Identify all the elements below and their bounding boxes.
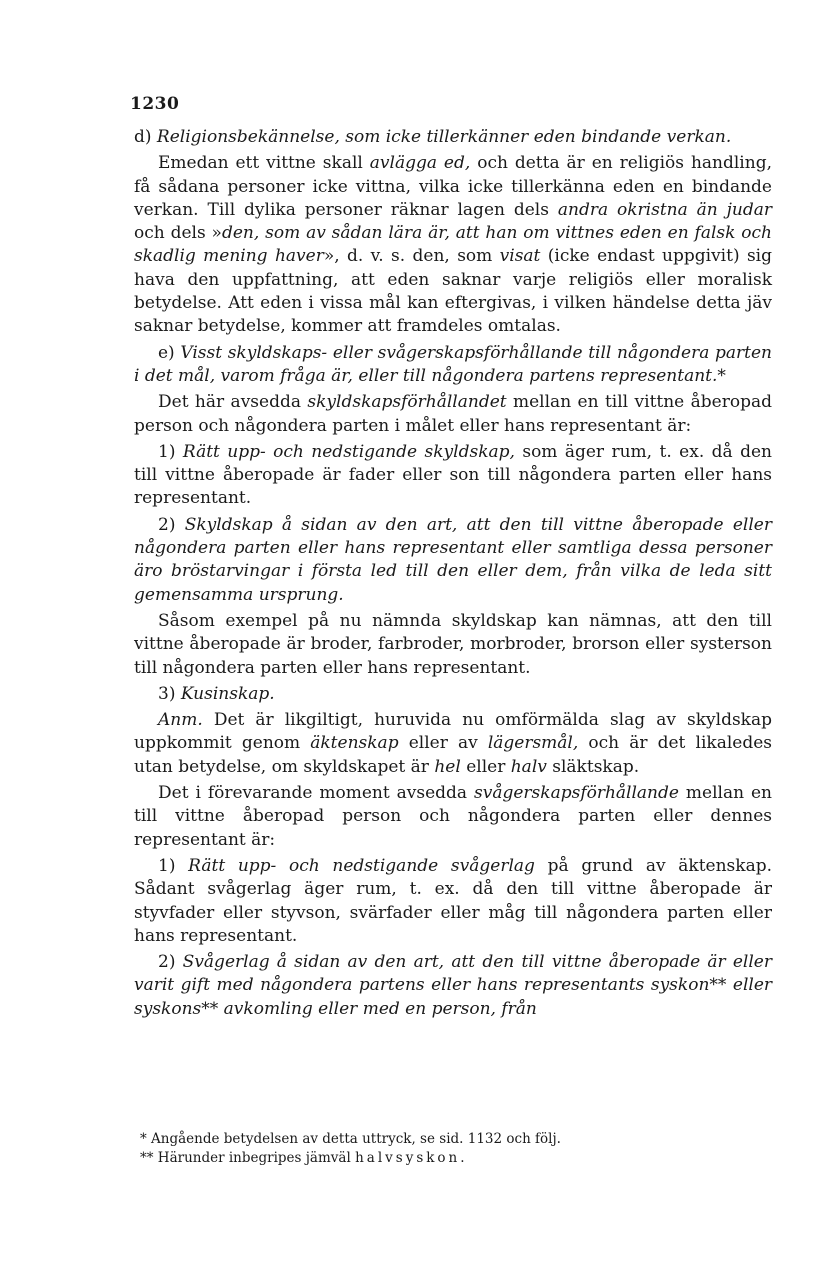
footnote [140,1130,700,1149]
text-run: (icke endast uppgivit) sig hava den uppfattning, att eden saknar varje religiös eller moralisk betydelse. Att eden i vissa mål kan eftergivas, i vilken händelse detta jäv saknar betydelse, kommer att framdeles omtalas. [134,246,772,337]
list-item [134,683,772,706]
list-item [134,514,772,607]
italic-run: Religionsbekännelse, som icke tillerkänner eden bindande verkan. [156,127,732,147]
footnote-spaced-text: halvsyskon. [355,1150,468,1166]
paragraph [134,391,772,438]
text-run: 2) [158,952,183,973]
text-run: och är det likaledes utan betydelse, om skyldskapet är [134,733,772,777]
text-run: e) [158,342,181,363]
text-run: och dels » [134,223,222,244]
footnote [140,1149,700,1168]
italic-run: eller syskons [134,975,773,1019]
text-run: 2) [158,514,185,535]
italic-run: avlägga ed, [369,153,471,174]
italic-run: Anm. [158,710,203,731]
list-item [134,951,772,1021]
text-run: 1) [158,855,189,876]
text-run: och detta är en religiös handling, få sådana personer icke vittna, vilka icke tillerkänna eden en bindande verkan. Till dylika personer räknar lagen dels [134,153,772,220]
footnotes [140,1130,700,1168]
italic-run: andra okristna än judar [557,199,772,220]
note-paragraph [134,709,772,779]
text-run: som äger rum, t. ex. då den till vittne åberopade är fader eller son till någondera parten eller hans representant. [134,441,772,509]
text-run: 3) [158,683,181,704]
text-run: på grund av äktenskap. Sådant svågerlag äger rum, t. ex. då den till vittne åberopade är styvfader eller styvson, svärfader eller måg till någondera parten eller hans representant. [134,855,772,946]
text-run: Emedan ett vittne skall [158,153,370,174]
italic-run: avkomling eller med en person, från [218,998,537,1019]
text-run: släktskap. [546,756,640,777]
text-run: ** [709,975,727,996]
text-run: mellan en till vittne åberopad person och någondera parten eller dennes representant är: [134,783,772,850]
footnote-text: Härunder inbegripes jämväl [157,1150,356,1166]
text-run: ** [201,998,219,1019]
italic-run: Kusinskap. [180,683,275,704]
page-number: 1230 [130,94,180,114]
text-run: Det i förevarande moment avsedda [158,783,475,804]
italic-run: den, som av sådan lära är, att han om vittnes eden en falsk och skadlig mening haver [134,223,772,267]
body-text [134,126,772,1024]
section-heading-d [134,126,772,149]
text-run: d) [134,127,157,147]
italic-run: lägersmål, [487,733,579,754]
paragraph [134,782,772,852]
italic-run: Skyldskap å sidan av den art, att den till vittne åberopade eller någondera parten eller hans representant eller samtliga dessa personer äro bröstarvingar i första led till den eller dem, från vilka de leda sitt gemensamma ursprung. [134,514,772,605]
text-run: * [717,365,726,386]
italic-run: svågerskapsförhållande [474,783,679,804]
list-item [134,855,772,948]
italic-run: hel [434,756,461,777]
italic-run: Rätt upp- och nedstigande skyldskap, [182,441,515,462]
italic-run: skyldskapsförhållandet [307,392,507,413]
text-run: eller av [398,733,488,754]
footnote-mark: * [140,1131,147,1147]
italic-run: Visst skyldskaps- eller svågerskapsförhållande till någondera parten i det mål, varom fråga är, eller till någondera partens representant. [134,342,772,386]
text-run: Såsom exempel på nu nämnda skyldskap kan nämnas, att den till vittne åberopade är broder, farbroder, morbroder, brorson eller systerson till någondera parten eller hans representant. [134,610,772,678]
italic-run: äktenskap [310,733,399,754]
text-run: Det här avsedda [158,392,308,413]
footnote-text: Angående betydelsen av detta uttryck, se sid. 1132 och följ. [151,1131,561,1147]
paragraph [134,152,772,338]
text-run: 1) [158,441,183,462]
text-run: mellan en till vittne åberopad person och någondera parten i målet eller hans representant är: [134,392,772,436]
italic-run: Rätt upp- och nedstigande svågerlag [188,855,535,876]
section-heading-e [134,342,772,389]
italic-run: visat [499,246,541,267]
list-item [134,441,772,511]
text-run: eller [460,756,511,777]
italic-run: halv [510,756,547,777]
paragraph [134,610,772,680]
text-run: Det är likgiltigt, huruvida nu omförmälda slag av skyldskap uppkommit genom [134,710,772,754]
text-run: », d. v. s. den, som [323,246,500,267]
italic-run: Svågerlag å sidan av den art, att den till vittne åberopade är eller varit gift med någondera partens eller hans representants syskon [134,952,772,996]
footnote-mark: ** [140,1150,154,1166]
